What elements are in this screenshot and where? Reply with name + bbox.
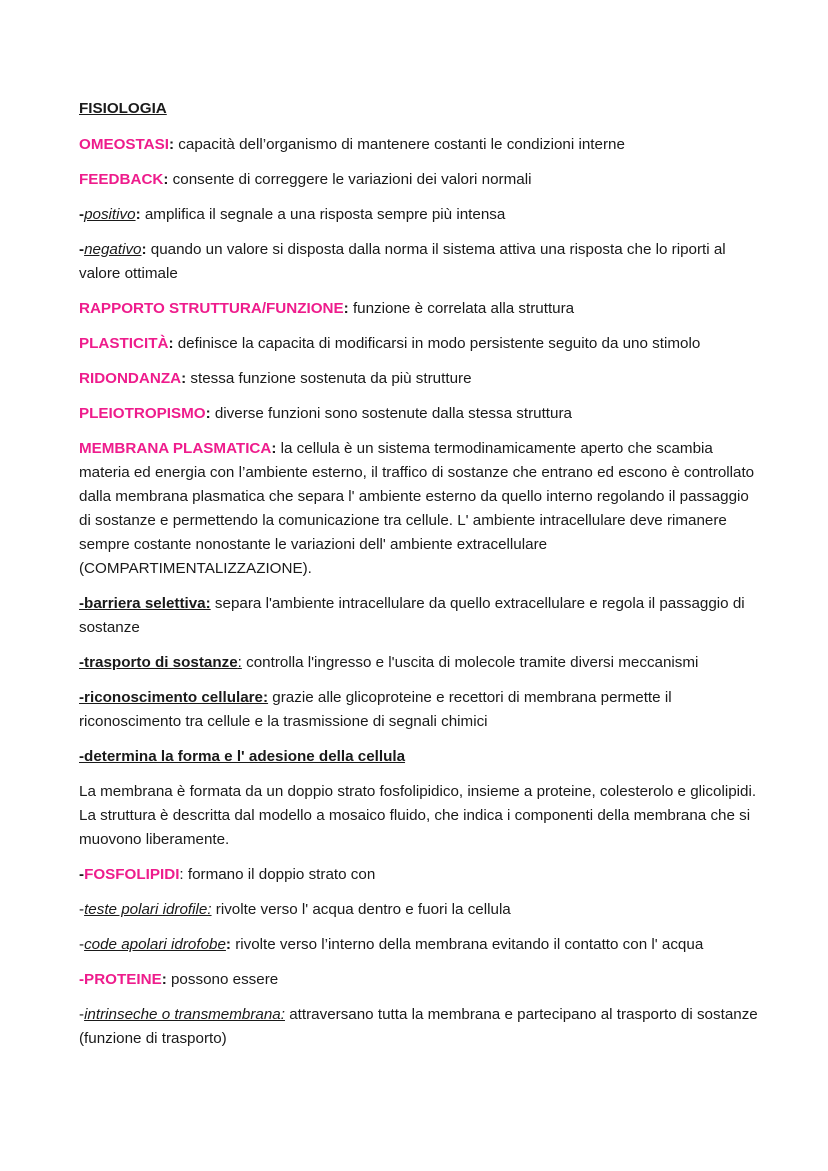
term-membrana: MEMBRANA PLASMATICA xyxy=(79,440,272,457)
term-omeostasi: OMEOSTASI xyxy=(79,136,170,153)
definition-text: capacità dell’organismo di mantenere costanti le condizioni interne xyxy=(174,136,625,153)
dash: - xyxy=(79,866,85,883)
dash: - xyxy=(79,206,85,223)
definition-text: separa l'ambiente intracellulare da quello extracellulare e regola il passaggio di sostanze xyxy=(79,595,745,636)
dash: - xyxy=(79,241,85,258)
paragraph-descrizione: La membrana è formata da un doppio strato fosfolipidico, insieme a proteine, colesterolo e glicolipidi. La struttura è descritta dal modello a mosaico fluido, che indica i componenti della membrana che si muovono liberamente. xyxy=(79,783,757,848)
function-barriera xyxy=(79,592,758,640)
term-code: code apolari idrofobe xyxy=(84,936,226,953)
term-negativo: negativo xyxy=(84,241,142,258)
definition-rapporto xyxy=(79,297,758,321)
definition-text: attraversano tutta la membrana e partecipano al trasporto di sostanze (funzione di trasporto) xyxy=(79,1006,758,1047)
colon: : xyxy=(237,654,242,671)
definition-text: la cellula è un sistema termodinamicamente aperto che scambia materia ed energia con l’ambiente esterno, il traffico di sostanze che entrano ed escono è controllato dalla membrana plasmatica che separa l' ambiente esterno da quello interno regolando il passaggio di sostanze e permettendo la comunicazione tra cellule. L' ambiente intracellulare deve rimanere sempre costante nonostante le variazioni dell' ambiente extracellulare (COMPARTIMENTALIZZAZIONE). xyxy=(79,440,755,577)
definition-positivo xyxy=(79,203,758,227)
colon: : xyxy=(205,405,211,422)
definition-text: funzione è correlata alla struttura xyxy=(348,300,575,317)
page-title: FISIOLOGIA xyxy=(79,100,167,117)
definition-text: possono essere xyxy=(166,971,279,988)
definition-membrana xyxy=(79,437,758,581)
item-code xyxy=(79,933,758,957)
section-fosfolipidi xyxy=(79,863,758,887)
term-proteine: -PROTEINE xyxy=(79,971,162,988)
term-plasticita: PLASTICITÀ xyxy=(79,335,169,352)
definition-text: rivolte verso l' acqua dentro e fuori la cellula xyxy=(211,901,511,918)
definition-text: quando un valore si disposta dalla norma il sistema attiva una risposta che lo riporti al valore ottimale xyxy=(79,241,726,282)
term-teste: teste polari idrofile: xyxy=(84,901,212,918)
definition-omeostasi xyxy=(79,133,758,157)
definition-negativo xyxy=(79,238,758,286)
item-intrinseche xyxy=(79,1003,758,1051)
term-feedback: FEEDBACK xyxy=(79,171,164,188)
term-intrinseche: intrinseche o transmembrana: xyxy=(84,1006,285,1023)
colon: : xyxy=(225,936,231,953)
dash: - xyxy=(79,1006,85,1023)
colon: : xyxy=(163,171,169,188)
colon: : xyxy=(169,136,175,153)
section-proteine xyxy=(79,968,758,992)
term-positivo: positivo xyxy=(84,206,136,223)
term-pleiotropismo: PLEIOTROPISMO xyxy=(79,405,206,422)
item-teste xyxy=(79,898,758,922)
colon: : xyxy=(168,335,174,352)
term-riconoscimento: -riconoscimento cellulare: xyxy=(79,689,269,706)
term-barriera: -barriera selettiva: xyxy=(79,595,211,612)
dash: - xyxy=(79,901,85,918)
definition-text: diverse funzioni sono sostenute dalla stessa struttura xyxy=(210,405,572,422)
colon: : xyxy=(161,971,167,988)
definition-text: : formano il doppio strato con xyxy=(179,866,376,883)
function-trasporto xyxy=(79,651,758,675)
definition-text: consente di correggere le variazioni dei valori normali xyxy=(168,171,532,188)
term-rapporto: RAPPORTO STRUTTURA/FUNZIONE xyxy=(79,300,344,317)
definition-plasticita xyxy=(79,332,758,356)
dash: - xyxy=(79,936,85,953)
function-determina xyxy=(79,745,758,769)
term-determina: -determina la forma e l' adesione della cellula xyxy=(79,748,406,765)
term-ridondanza: RIDONDANZA xyxy=(79,370,182,387)
definition-text: controlla l'ingresso e l'uscita di molecole tramite diversi meccanismi xyxy=(241,654,699,671)
definition-text: definisce la capacita di modificarsi in modo persistente seguito da uno stimolo xyxy=(173,335,701,352)
definition-feedback xyxy=(79,168,758,192)
term-fosfolipidi: FOSFOLIPIDI xyxy=(84,866,180,883)
function-riconoscimento xyxy=(79,686,758,734)
definition-text: stessa funzione sostenuta da più strutture xyxy=(186,370,472,387)
definition-text: rivolte verso l’interno della membrana evitando il contatto con l' acqua xyxy=(230,936,704,953)
term-trasporto: -trasporto di sostanze xyxy=(79,654,238,671)
definition-pleiotropismo xyxy=(79,402,758,426)
colon: : xyxy=(271,440,277,457)
colon: : xyxy=(135,206,141,223)
definition-ridondanza xyxy=(79,367,758,391)
colon: : xyxy=(141,241,147,258)
colon: : xyxy=(343,300,349,317)
definition-text: grazie alle glicoproteine e recettori di membrana permette il riconoscimento tra cellule e la trasmissione di segnali chimici xyxy=(79,689,672,730)
colon: : xyxy=(181,370,187,387)
definition-text: amplifica il segnale a una risposta sempre più intensa xyxy=(140,206,506,223)
